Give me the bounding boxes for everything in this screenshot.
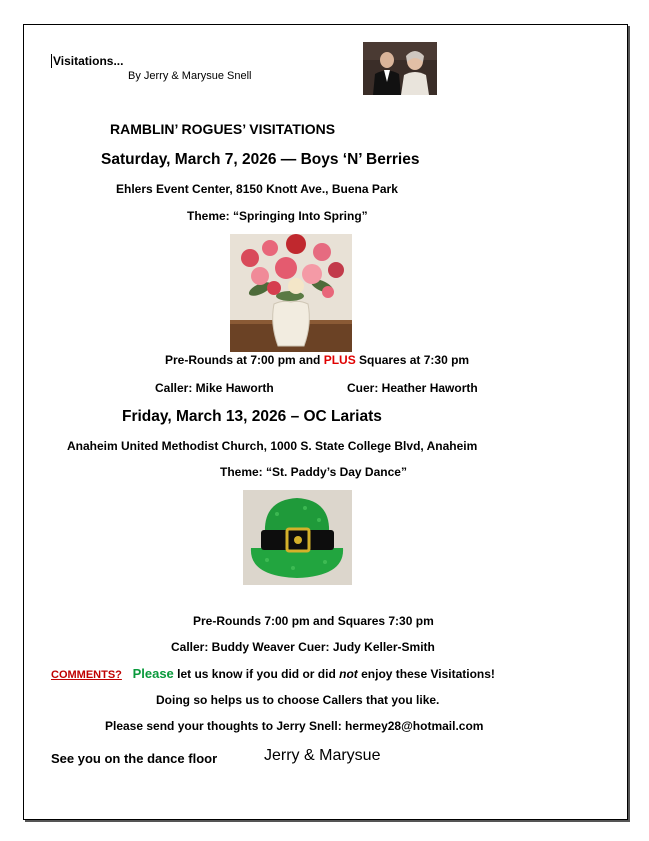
comments-text-post: enjoy these Visitations! <box>357 667 495 681</box>
club-heading: RAMBLIN’ ROGUES’ VISITATIONS <box>110 121 336 137</box>
signature-text: Jerry & Marysue <box>264 747 381 764</box>
not-label: not <box>339 667 358 681</box>
comments-line2: Doing so helps us to choose Callers that you like. <box>156 693 440 707</box>
flower-vase-photo <box>230 234 352 352</box>
event2-venue: Anaheim United Methodist Church, 1000 S. State College Blvd, Anaheim <box>67 439 478 453</box>
event1-theme: Theme: “Springing Into Spring” <box>187 209 368 223</box>
document-title: Visitations... <box>53 54 124 68</box>
event1-times-post: Squares at 7:30 pm <box>355 353 470 367</box>
event1-title: Saturday, March 7, 2026 — Boys ‘N’ Berries <box>101 151 420 168</box>
comments-text-pre: let us know if you did or did <box>173 667 340 681</box>
event2-caller-cuer: Caller: Buddy Weaver Cuer: Judy Keller-Smith <box>171 640 435 654</box>
please-label: Please <box>132 666 174 681</box>
event1-venue: Ehlers Event Center, 8150 Knott Ave., Buena Park <box>116 182 398 196</box>
event2-theme: Theme: “St. Paddy’s Day Dance” <box>220 465 407 479</box>
document-page <box>23 24 628 820</box>
event2-times: Pre-Rounds 7:00 pm and Squares 7:30 pm <box>193 614 434 628</box>
plus-label: PLUS <box>323 353 356 367</box>
event2-title: Friday, March 13, 2026 – OC Lariats <box>122 408 382 425</box>
see-you-text: See you on the dance floor <box>51 751 218 766</box>
event1-caller: Caller: Mike Haworth <box>155 381 274 395</box>
comments-line3: Please send your thoughts to Jerry Snell: hermey28@hotmail.com <box>105 719 484 733</box>
byline: By Jerry & Marysue Snell <box>128 70 252 82</box>
author-photo <box>363 42 437 95</box>
event1-times <box>165 353 469 367</box>
leprechaun-hat-photo <box>243 490 352 585</box>
event1-times-pre: Pre-Rounds at 7:00 pm and <box>165 353 324 367</box>
comments-line <box>51 666 495 681</box>
comments-link[interactable]: COMMENTS? <box>51 669 122 681</box>
event1-cuer: Cuer: Heather Haworth <box>347 381 478 395</box>
